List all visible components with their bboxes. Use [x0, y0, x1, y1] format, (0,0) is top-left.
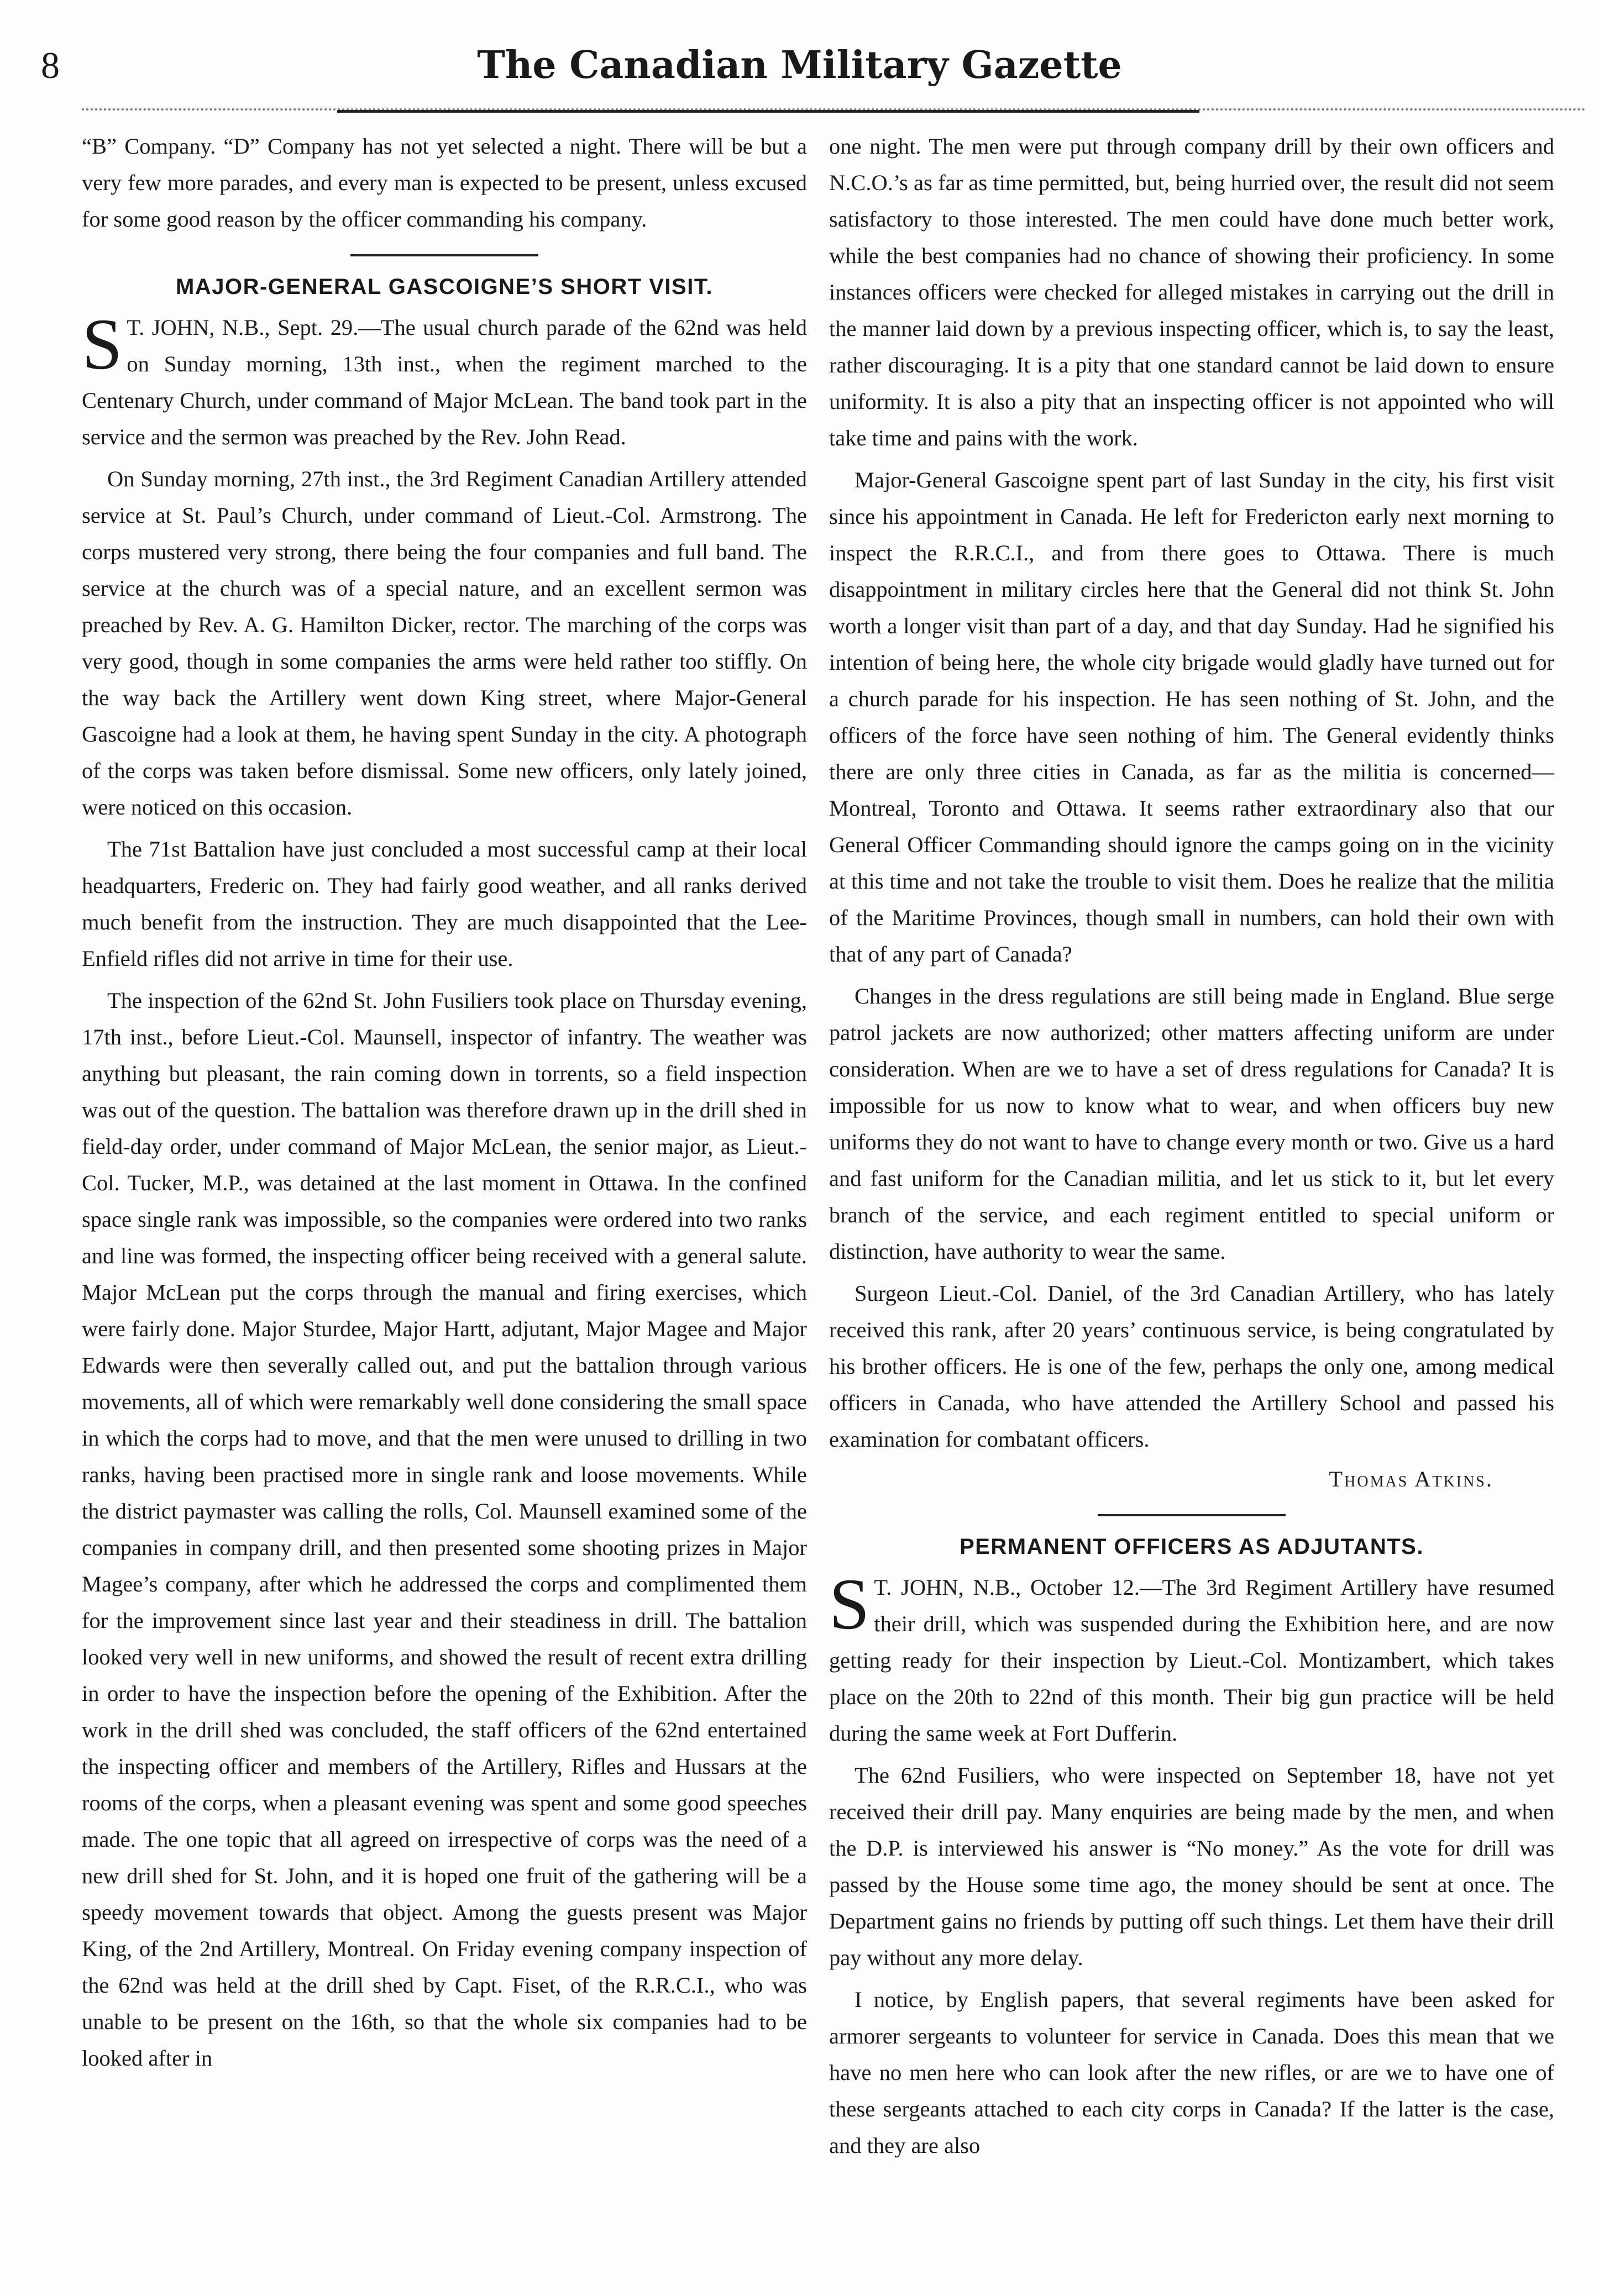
lead-text: T. JOHN, N.B., Sept. 29.—The usual church parade of the 62nd was held on Sunday morning, 13th inst., when the regiment marched to the Centenary Church, under command of Major McLean. The band took part in the service and the sermon was preached by the Rev. John Read. — [82, 315, 807, 449]
article-paragraph: The 71st Battalion have just concluded a most successful camp at their local headquarters, Frederic on. They had fairly good weather, and all ranks derived much benefit from the instruction. They are much disappointed that the Lee-Enfield rifles did not arrive in time for their use. — [82, 837, 807, 971]
page-number: 8 — [41, 44, 60, 86]
right-column — [829, 128, 1554, 2164]
left-paragraph-continued: “B” Company. “D” Company has not yet selected a night. There will be but a very few more parades, and every man is expected to be present, unless excused for some good reason by the officer commanding his company. — [82, 134, 807, 232]
drop-cap: S — [82, 303, 123, 385]
header-solid-rule — [337, 110, 1199, 113]
article-paragraph: Changes in the dress regulations are still being made in England. Blue serge patrol jackets are now authorized; other matters affecting uniform are under consideration. When are we to have a set of dress regulations for Canada? It is impossible for us now to know what to wear, and when officers buy new uniforms they do not want to have to change every month or two. Give us a hard and fast uniform for the Canadian militia, and let us stick to it, but let every branch of the service, and each regiment entitled to special uniform or distinction, have authority to wear the same. — [829, 984, 1554, 1264]
article-paragraph: The inspection of the 62nd St. John Fusiliers took place on Thursday evening, 17th inst., before Lieut.-Col. Maunsell, inspector of infantry. The weather was anything but pleasant, the rain coming down in torrents, so a field inspection was out of the question. The battalion was therefore drawn up in the drill shed in field-day order, under command of Major McLean, the senior major, as Lieut.-Col. Tucker, M.P., was detained at the last moment in Ottawa. In the confined space single rank was impossible, so the companies were ordered into two ranks and line was formed, the inspecting officer being received with a general salute. Major McLean put the corps through the manual and firing exercises, which were fairly done. Major Sturdee, Major Hartt, adjutant, Major Magee and Major Edwards were then severally called out, and put the battalion through various movements, all of which were remarkably well done considering the small space in which the corps had to move, and that the men were unused to drilling in two ranks, having been practised more in single rank and loose movements. While the district paymaster was calling the rolls, Col. Maunsell examined some of the companies in company drill, and then presented some shooting prizes in Major Magee’s company, after which he addressed the corps and complimented them for the improvement since last year and their steadiness in drill. The battalion looked very well in new uniforms, and showed the result of recent extra drilling in order to have the inspection before the opening of the Exhibition. After the work in the drill shed was concluded, the staff officers of the 62nd entertained the inspecting officer and members of the Artillery, Rifles and Hussars at the rooms of the corps, when a pleasant evening was spent and some good speeches made. The one topic that all agreed on irrespective of corps was the need of a new drill shed for St. John, and it is hoped one fruit of the gathering will be a speedy movement towards that object. Among the guests present was Major King, of the 2nd Artillery, Montreal. On Friday evening company inspection of the 62nd was held at the drill shed by Capt. Fiset, of the R.R.C.I., who was unable to be present on the 16th, so that the whole six companies had to be looked after in — [82, 988, 807, 2071]
section-divider — [1098, 1514, 1286, 1516]
headline-permanent-officers: PERMANENT OFFICERS AS ADJUTANTS. — [960, 1535, 1424, 1559]
left-column — [82, 128, 807, 2077]
article-paragraph: I notice, by English papers, that several regiments have been asked for armorer sergeants to volunteer for service in Canada. Does this mean that we have no men here who can look after the new rifles, or are we to have one of these sergeants attached to each city corps in Canada? If the latter is the case, and they are also — [829, 1987, 1554, 2158]
right-paragraph-continued: one night. The men were put through company drill by their own officers and N.C.O.’s as far as time permitted, but, being hurried over, the result did not seem satisfactory to those interested. The men could have done much better work, while the best companies had no chance of showing their proficiency. In some instances officers were checked for alleged mistakes in carrying out the drill in the manner laid down by a previous inspecting officer, which is, to say the least, rather discouraging. It is a pity that one standard cannot be laid down to ensure uniformity. It is also a pity that an inspecting officer is not appointed who will take time and pains with the work. — [829, 134, 1554, 450]
masthead-title: The Canadian Military Gazette — [477, 43, 1122, 87]
drop-cap: S — [829, 1563, 870, 1644]
article-paragraph: On Sunday morning, 27th inst., the 3rd Regiment Canadian Artillery attended service at St. Paul’s Church, under command of Lieut.-Col. Armstrong. The corps mustered very strong, there being the four companies and full band. The service at the church was of a special nature, and an excellent sermon was preached by Rev. A. G. Hamilton Dicker, rector. The marching of the corps was very good, though in some companies the arms were held rather too stiffly. On the way back the Artillery went down King street, where Major-General Gascoigne had a look at them, he having spent Sunday in the city. A photograph of the corps was taken before dismissal. Some new officers, only lately joined, were noticed on this occasion. — [82, 466, 807, 819]
author-signature: Thomas Atkins. — [1329, 1467, 1493, 1491]
lead-text: T. JOHN, N.B., October 12.—The 3rd Regiment Artillery have resumed their drill, which was suspended during the Exhibition here, and are now getting ready for their inspection by Lieut.-Col. Montizambert, which takes place on the 20th to 22nd of this month. Their big gun practice will be held during the same week at Fort Dufferin. — [829, 1575, 1554, 1746]
headline-gascoigne-visit: MAJOR-GENERAL GASCOIGNE’S SHORT VISIT. — [176, 275, 713, 299]
article-paragraph: Surgeon Lieut.-Col. Daniel, of the 3rd Canadian Artillery, who has lately received this rank, after 20 years’ continuous service, is being congratulated by his brother officers. He is one of the few, perhaps the only one, among medical officers in Canada, who have attended the Artillery School and passed his examination for combatant officers. — [829, 1281, 1554, 1452]
article-paragraph: The 62nd Fusiliers, who were inspected on September 18, have not yet received their drill pay. Many enquiries are being made by the men, and when the D.P. is interviewed his answer is “No money.” As the vote for drill was passed by the House some time ago, the money should be sent at once. The Department gains no friends by putting off such things. Let them have their drill pay without any more delay. — [829, 1763, 1554, 1970]
article-lead-paragraph — [82, 303, 807, 455]
section-divider — [350, 254, 538, 256]
article-lead-paragraph — [829, 1563, 1554, 1752]
article-paragraph: Major-General Gascoigne spent part of last Sunday in the city, his first visit since his appointment in Canada. He left for Fredericton early next morning to inspect the R.R.C.I., and from there goes to Ottawa. There is much disappointment in military circles here that the General did not think St. John worth a longer visit than part of a day, and that day Sunday. Had he signified his intention of being here, the whole city brigade would gladly have turned out for a church parade for his inspection. He has seen nothing of St. John, and the officers of the force have seen nothing of him. The General evidently thinks there are only three cities in Canada, as far as the militia is concerned—Montreal, Toronto and Ottawa. It seems rather extraordinary also that our General Officer Commanding should ignore the camps going on in the vicinity at this time and not take the trouble to visit them. Does he realize that the militia of the Maritime Provinces, though small in numbers, can hold their own with that of any part of Canada? — [829, 467, 1554, 966]
